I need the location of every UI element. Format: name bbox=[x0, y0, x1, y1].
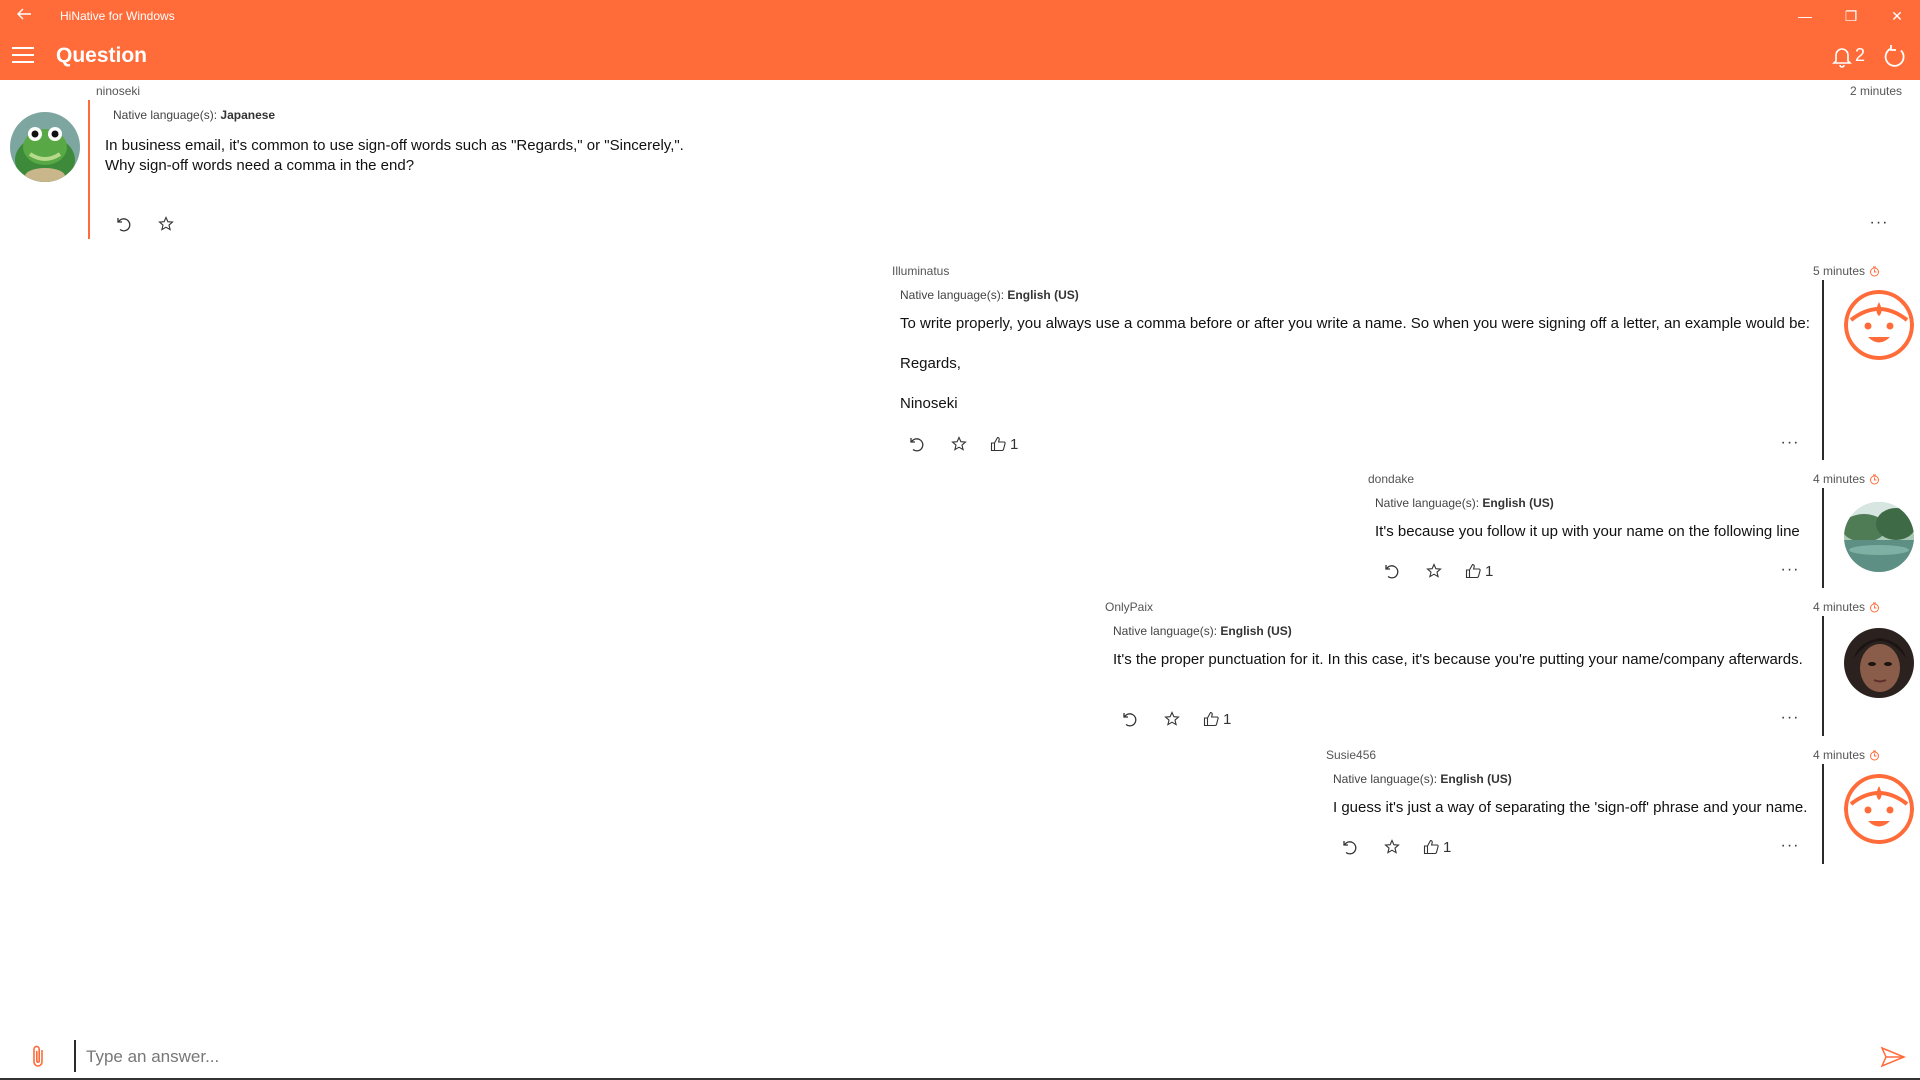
notification-count: 2 bbox=[1855, 45, 1866, 65]
answer-time: 4 minutes bbox=[1813, 472, 1880, 486]
native-language: Native language(s): English (US) bbox=[1375, 496, 1554, 510]
answer-time: 4 minutes bbox=[1813, 748, 1880, 762]
question-username[interactable]: ninoseki bbox=[96, 84, 141, 98]
like-count: 1 bbox=[1485, 562, 1494, 580]
answer-thread-line bbox=[1822, 280, 1824, 460]
reply-button[interactable] bbox=[1378, 559, 1404, 583]
undo-reply-icon bbox=[115, 216, 131, 232]
timer-icon bbox=[1869, 602, 1880, 613]
window-title: HiNative for Windows bbox=[60, 9, 175, 23]
send-icon bbox=[1880, 1046, 1906, 1068]
attach-button[interactable] bbox=[28, 1044, 50, 1070]
answer-time: 4 minutes bbox=[1813, 600, 1880, 614]
thumbs-up-icon bbox=[1203, 711, 1219, 727]
avatar[interactable] bbox=[1844, 290, 1914, 360]
avatar[interactable] bbox=[10, 112, 80, 182]
answer-card bbox=[1094, 596, 1920, 736]
answer-text: It's the proper punctuation for it. In this case, it's because you're putting your name/company afterwards. bbox=[1113, 651, 1803, 668]
thumbs-up-icon bbox=[990, 436, 1006, 452]
more-options-button[interactable]: ··· bbox=[1780, 434, 1800, 451]
like-button[interactable] bbox=[1203, 707, 1231, 731]
reply-button[interactable] bbox=[1116, 707, 1142, 731]
star-icon bbox=[158, 216, 174, 232]
like-button[interactable] bbox=[1423, 835, 1451, 859]
hamburger-menu-icon[interactable] bbox=[12, 47, 34, 63]
answer-thread-line bbox=[1822, 488, 1824, 588]
answer-text: To write properly, you always use a comma before or after you write a name. So when you were signing off a letter, an example would be: Regards, Ninoseki bbox=[900, 315, 1810, 412]
thumbs-up-icon bbox=[1465, 563, 1481, 579]
bookmark-button[interactable] bbox=[946, 432, 972, 456]
bookmark-button[interactable] bbox=[1159, 707, 1185, 731]
timer-icon bbox=[1869, 474, 1880, 485]
star-icon bbox=[1384, 839, 1400, 855]
answer-username[interactable]: OnlyPaix bbox=[1105, 600, 1154, 614]
bell-icon bbox=[1830, 44, 1854, 68]
like-button[interactable] bbox=[990, 432, 1018, 456]
default-avatar-icon bbox=[1844, 774, 1914, 844]
undo-reply-icon bbox=[1341, 839, 1357, 855]
undo-reply-icon bbox=[1121, 711, 1137, 727]
star-icon bbox=[1426, 563, 1442, 579]
reply-button[interactable] bbox=[903, 432, 929, 456]
question-card bbox=[0, 80, 1920, 240]
more-options-button[interactable]: ··· bbox=[1780, 561, 1800, 578]
star-icon bbox=[951, 436, 967, 452]
more-options-button[interactable]: ··· bbox=[1780, 709, 1800, 726]
answer-text: It's because you follow it up with your name on the following line bbox=[1375, 523, 1800, 540]
answer-input[interactable] bbox=[86, 1042, 1866, 1072]
answer-composer bbox=[0, 1034, 1920, 1080]
avatar[interactable] bbox=[1844, 502, 1914, 572]
composer-divider bbox=[74, 1040, 76, 1072]
reply-button[interactable] bbox=[1336, 835, 1362, 859]
bookmark-button[interactable] bbox=[1379, 835, 1405, 859]
timer-icon bbox=[1869, 750, 1880, 761]
avatar[interactable] bbox=[1844, 628, 1914, 698]
like-count: 1 bbox=[1223, 710, 1232, 728]
more-options-button[interactable]: ··· bbox=[1780, 837, 1800, 854]
undo-reply-icon bbox=[1383, 563, 1399, 579]
answer-username[interactable]: Illuminatus bbox=[892, 264, 950, 278]
bookmark-button[interactable] bbox=[153, 212, 179, 236]
minimize-button[interactable]: — bbox=[1798, 8, 1812, 24]
undo-reply-icon bbox=[908, 436, 924, 452]
native-language: Native language(s): English (US) bbox=[1333, 772, 1512, 786]
native-language: Native language(s): English (US) bbox=[1113, 624, 1292, 638]
answer-thread-line bbox=[1822, 616, 1824, 736]
answer-username[interactable]: Susie456 bbox=[1326, 748, 1377, 762]
send-button[interactable] bbox=[1880, 1046, 1906, 1068]
avatar[interactable] bbox=[1844, 774, 1914, 844]
thumbs-up-icon bbox=[1423, 839, 1439, 855]
answer-text: I guess it's just a way of separating the 'sign-off' phrase and your name. bbox=[1333, 799, 1808, 816]
native-language: Native language(s): Japanese bbox=[113, 108, 276, 122]
question-accent-line bbox=[88, 100, 90, 239]
answer-card bbox=[1356, 468, 1920, 588]
answer-card bbox=[880, 260, 1920, 460]
refresh-button[interactable] bbox=[1882, 44, 1908, 70]
answer-thread-line bbox=[1822, 764, 1824, 864]
like-count: 1 bbox=[1443, 838, 1452, 856]
window-titlebar bbox=[0, 0, 1920, 32]
maximize-button[interactable]: ❐ bbox=[1844, 8, 1858, 24]
like-count: 1 bbox=[1010, 435, 1019, 453]
native-language: Native language(s): English (US) bbox=[900, 288, 1079, 302]
notifications-button[interactable] bbox=[1830, 44, 1870, 70]
reply-button[interactable] bbox=[110, 212, 136, 236]
app-bar bbox=[0, 32, 1920, 80]
timer-icon bbox=[1869, 266, 1880, 277]
like-button[interactable] bbox=[1465, 559, 1493, 583]
close-window-button[interactable]: ✕ bbox=[1891, 8, 1903, 24]
page-title: Question bbox=[56, 44, 148, 67]
more-options-button[interactable]: ··· bbox=[1869, 214, 1889, 231]
question-text: In business email, it's common to use sign-off words such as "Regards," or "Sincerely,". Why sign-off words need a comma in the end? bbox=[105, 137, 684, 174]
answer-time: 5 minutes bbox=[1813, 264, 1880, 278]
answer-username[interactable]: dondake bbox=[1368, 472, 1415, 486]
bookmark-button[interactable] bbox=[1421, 559, 1447, 583]
back-arrow-icon[interactable] bbox=[14, 6, 34, 26]
star-icon bbox=[1164, 711, 1180, 727]
paperclip-icon bbox=[28, 1044, 50, 1070]
default-avatar-icon bbox=[1844, 290, 1914, 360]
question-time: 2 minutes bbox=[1849, 84, 1902, 98]
refresh-icon bbox=[1882, 44, 1908, 70]
answer-card bbox=[1314, 744, 1920, 864]
